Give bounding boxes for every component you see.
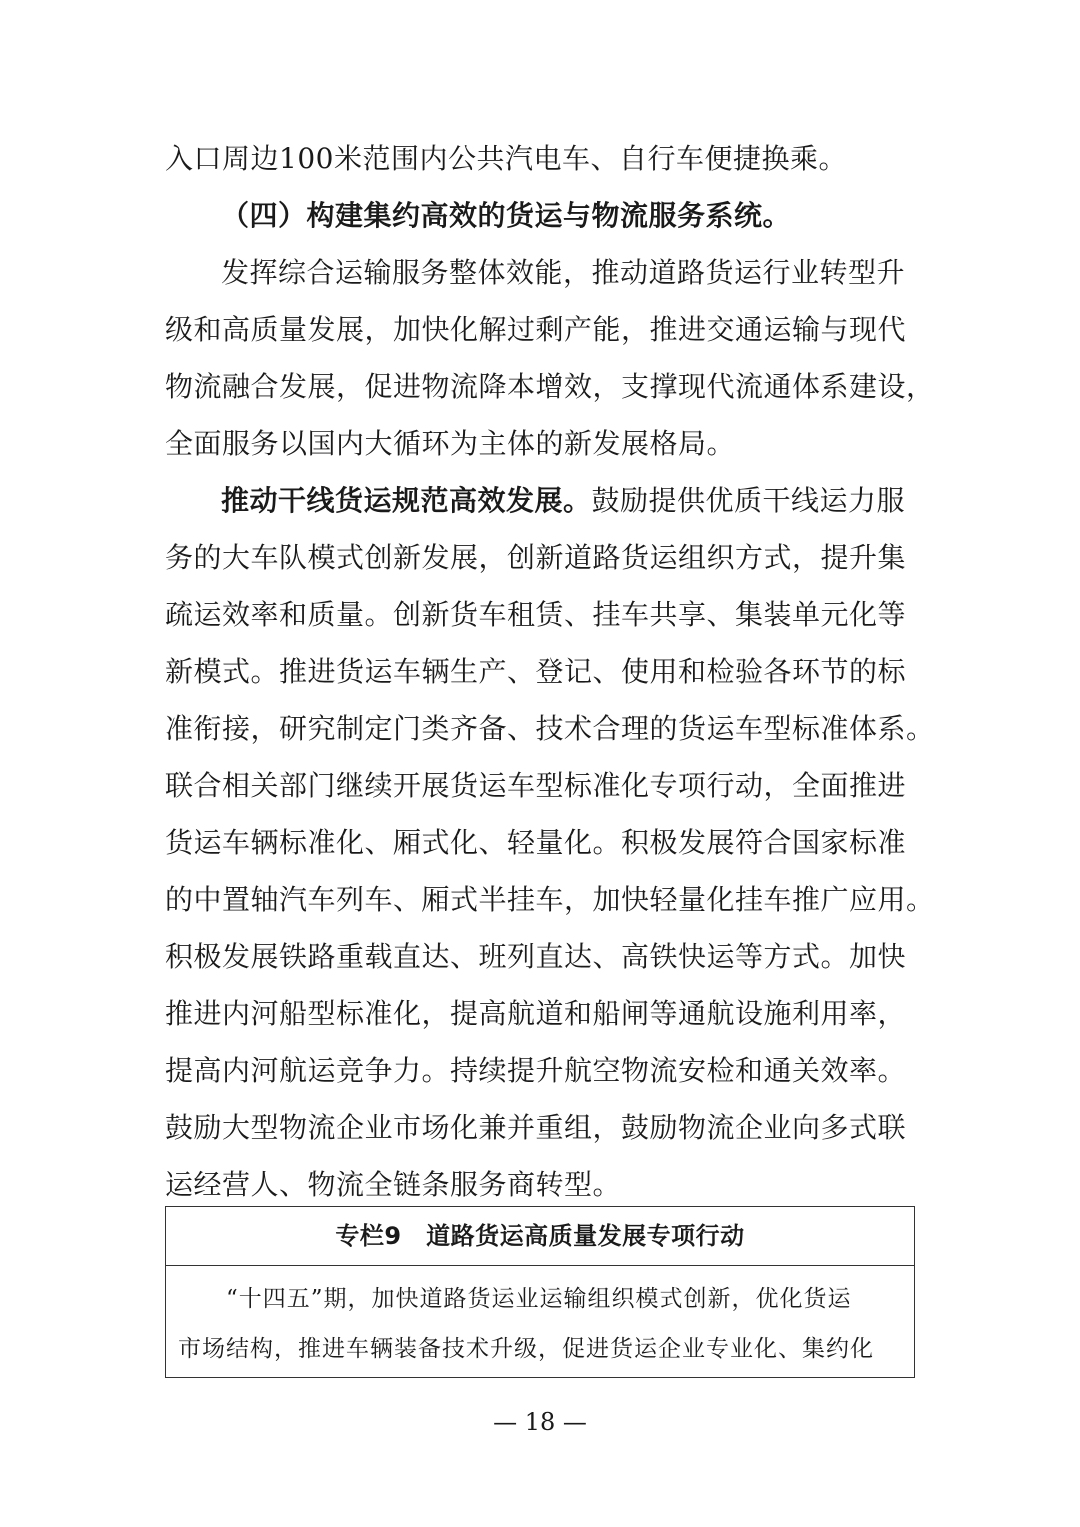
paragraph-line: 运经营人、物流全链条服务商转型。 [165,1168,622,1201]
paragraph-line: 入口周边100米范围内公共汽电车、自行车便捷换乘。 [165,142,847,175]
paragraph-line: 级和高质量发展，加快化解过剩产能，推进交通运输与现代 [165,313,907,346]
paragraph-text: 鼓励提供优质干线运力服 [591,484,906,517]
feature-box [165,1206,915,1378]
feature-box-title: 专栏9 道路货运高质量发展专项行动 [166,1207,914,1266]
paragraph-line: 疏运效率和质量。创新货车租赁、挂车共享、集装单元化等 [165,598,907,631]
paragraph-line: 的中置轴汽车列车、厢式半挂车，加快轻量化挂车推广应用。 [165,883,935,916]
paragraph-lead: 推动干线货运规范高效发展。 [221,484,592,517]
document-body [165,130,935,1213]
feature-box-body [166,1266,914,1374]
paragraph-line: 新模式。推进货运车辆生产、登记、使用和检验各环节的标 [165,655,907,688]
paragraph-line: 积极发展铁路重载直达、班列直达、高铁快运等方式。加快 [165,940,907,973]
paragraph-line: 全面服务以国内大循环为主体的新发展格局。 [165,427,736,460]
paragraph-line: 提高内河航运竞争力。持续提升航空物流安检和通关效率。 [165,1054,907,1087]
paragraph-line: 联合相关部门继续开展货运车型标准化专项行动，全面推进 [165,769,907,802]
paragraph-line: 货运车辆标准化、厢式化、轻量化。积极发展符合国家标准 [165,826,907,859]
paragraph-line: 务的大车队模式创新发展，创新道路货运组织方式，提升集 [165,541,907,574]
paragraph-line: 准衔接，研究制定门类齐备、技术合理的货运车型标准体系。 [165,712,935,745]
paragraph-line: 鼓励大型物流企业市场化兼并重组，鼓励物流企业向多式联 [165,1111,907,1144]
paragraph-line: 推进内河船型标准化，提高航道和船闸等通航设施利用率， [165,997,907,1030]
page-number: — 18 — [493,1408,587,1436]
paragraph-line: 发挥综合运输服务整体效能，推动道路货运行业转型升 [221,256,906,289]
paragraph-line [165,472,917,529]
feature-box-line: “十四五”期，加快道路货运业运输组织模式创新，优化货运 [226,1286,852,1312]
section-heading: （四）构建集约高效的货运与物流服务系统。 [221,199,792,232]
feature-box-line: 市场结构，推进车辆装备技术升级，促进货运企业专业化、集约化 [178,1336,874,1362]
paragraph-line: 物流融合发展，促进物流降本增效，支撑现代流通体系建设， [165,370,935,403]
